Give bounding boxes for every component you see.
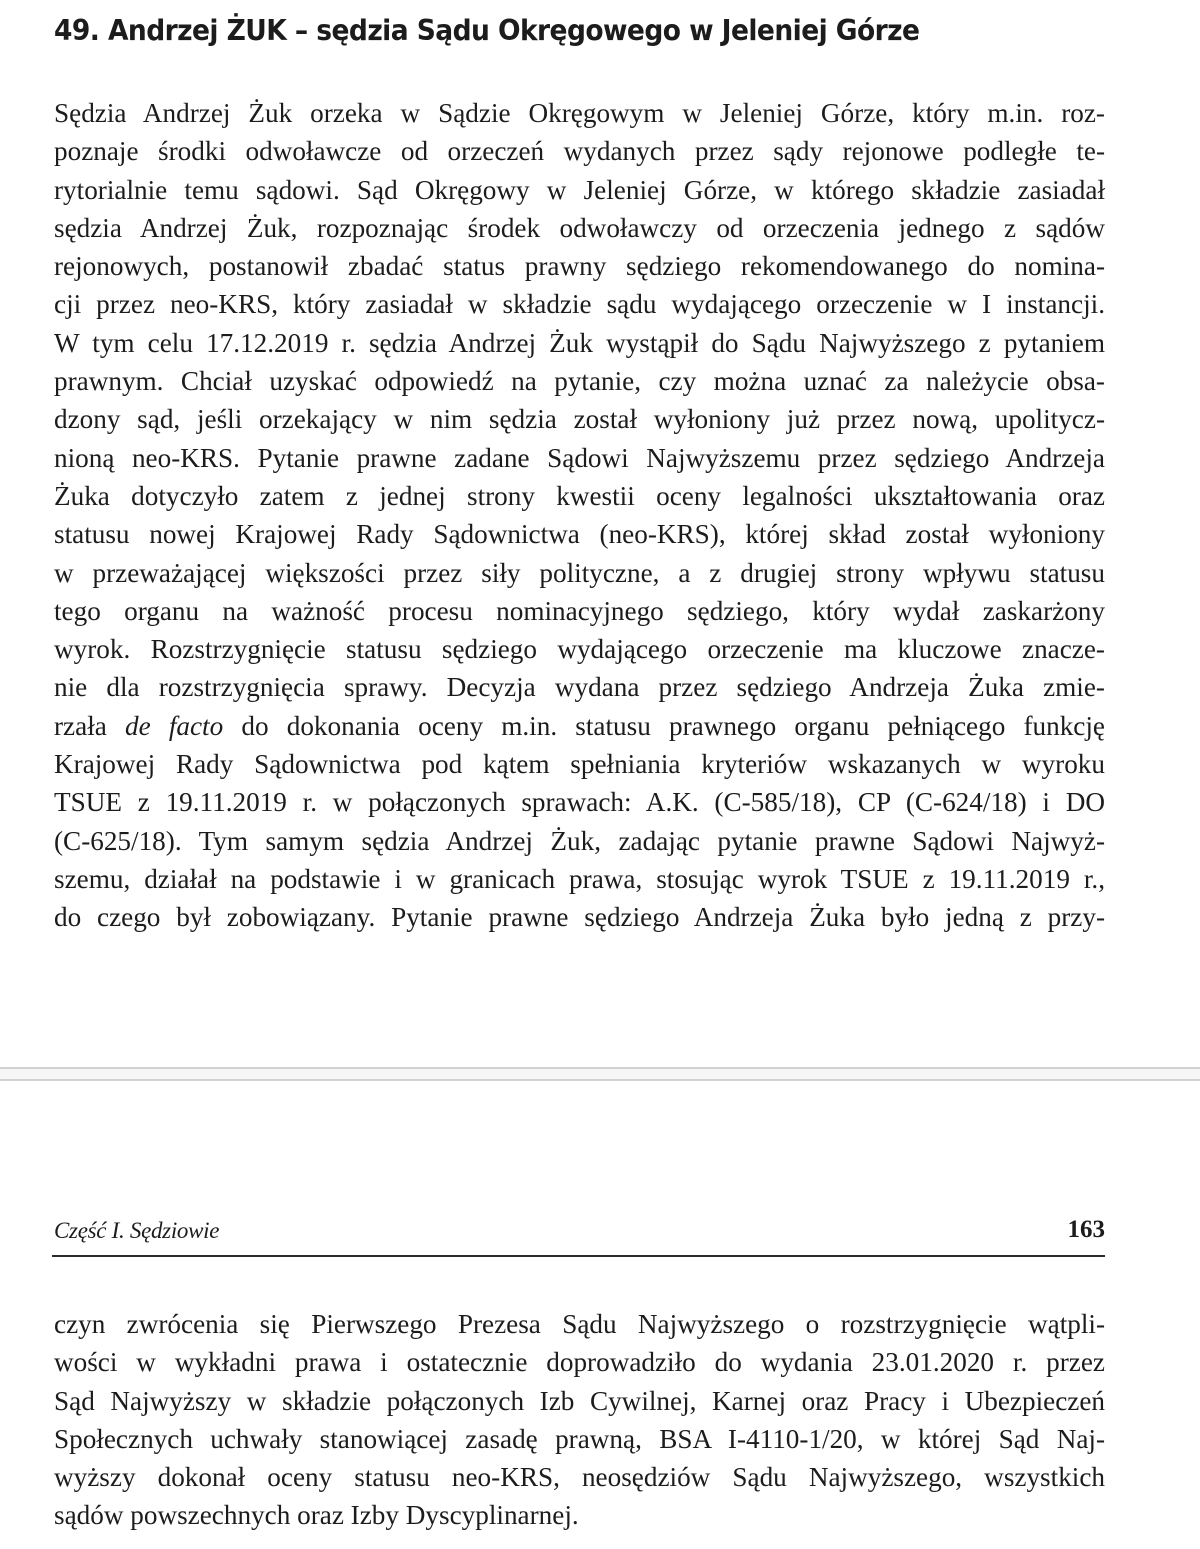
header-rule [52,1255,1105,1257]
running-header-title: Część I. Sędziowie [54,1218,220,1243]
text-line: Społecznych uchwały stanowiącej zasadę prawną, BSA I-4110-1/20, w której Sąd Naj- [54,1423,1105,1454]
body-paragraph [54,94,1105,937]
text-line: wości w wykładni prawa i ostatecznie doprowadziło do wydania 23.01.2020 r. przez [54,1347,1105,1378]
text-line: Sędzia Andrzej Żuk orzeka w Sądzie Okręgowym w Jeleniej Górze, który m.in. roz- [54,98,1105,128]
text-line: rejonowych, postanowił zbadać status prawny sędziego rekomendowanego do nomina- [54,251,1105,282]
text-line: nioną neo-KRS. Pytanie prawne zadane Sądowi Najwyższemu przez sędziego Andrzeja [54,442,1105,473]
page-number: 163 [1067,1216,1105,1243]
text-line: wyższy dokonał oceny statusu neo-KRS, neosędziów Sądu Najwyższego, wszystkich [54,1462,1105,1493]
text-segment: do dokonania oceny m.in. statusu prawnego organu pełniącego funkcję [223,710,1105,741]
text-line-with-italic [54,707,1105,745]
body-paragraph-continued [54,1305,1105,1535]
text-line: wyrok. Rozstrzygnięcie statusu sędziego wydającego orzeczenie ma kluczowe znacze- [54,634,1105,665]
text-line: dzony sąd, jeśli orzekający w nim sędzia został wyłoniony już przez nową, upolitycz- [54,404,1105,435]
text-line: rytorialnie temu sądowi. Sąd Okręgowy w Jeleniej Górze, w którego składzie zasiadał [54,174,1105,205]
text-line: w przeważającej większości przez siły polityczne, a z drugiej strony wpływu statusu [54,557,1105,588]
text-segment: rzała [54,710,125,741]
text-line: tego organu na ważność procesu nominacyjnego sędziego, który wydał zaskarżony [54,595,1105,626]
text-line: nie dla rozstrzygnięcia sprawy. Decyzja wydana przez sędziego Andrzeja Żuka zmie- [54,672,1105,703]
text-line: szemu, działał na podstawie i w granicach prawa, stosując wyrok TSUE z 19.11.2019 r., [54,863,1105,894]
page-separator [0,1067,1200,1081]
text-line: cji przez neo-KRS, który zasiadał w składzie sądu wydającego orzeczenie w I instancji. [54,289,1105,320]
text-line: sądów powszechnych oraz Izby Dyscyplinarnej. [54,1500,579,1531]
text-line: Żuka dotyczyło zatem z jednej strony kwestii oceny legalności ukształtowania oraz [54,480,1105,511]
text-line: (C-625/18). Tym samym sędzia Andrzej Żuk, zadając pytanie prawne Sądowi Najwyż- [54,825,1105,856]
running-header [54,1214,1105,1250]
text-line: Sąd Najwyższy w składzie połączonych Izb Cywilnej, Karnej oraz Pracy i Ubezpieczeń [54,1385,1105,1416]
section-heading: 49. Andrzej ŻUK – sędzia Sądu Okręgowego w Jeleniej Górze [54,14,920,47]
text-line: statusu nowej Krajowej Rady Sądownictwa (neo-KRS), której skład został wyłoniony [54,519,1105,550]
text-line: TSUE z 19.11.2019 r. w połączonych sprawach: A.K. (C-585/18), CP (C-624/18) i DO [54,787,1105,818]
text-line: Krajowej Rady Sądownictwa pod kątem spełniania kryteriów wskazanych w wyroku [54,749,1105,780]
text-line: sędzia Andrzej Żuk, rozpoznając środek odwoławczy od orzeczenia jednego z sądów [54,212,1105,243]
italic-phrase: de facto [124,710,224,741]
text-line: prawnym. Chciał uzyskać odpowiedź na pytanie, czy można uznać za należycie obsa- [54,366,1105,397]
text-line: do czego był zobowiązany. Pytanie prawne sędziego Andrzeja Żuka było jedną z przy- [54,902,1105,933]
text-line: czyn zwrócenia się Pierwszego Prezesa Sądu Najwyższego o rozstrzygnięcie wątpli- [54,1309,1105,1339]
text-line: W tym celu 17.12.2019 r. sędzia Andrzej Żuk wystąpił do Sądu Najwyższego z pytaniem [54,327,1105,358]
text-line: poznaje środki odwoławcze od orzeczeń wydanych przez sądy rejonowe podległe te- [54,136,1105,167]
